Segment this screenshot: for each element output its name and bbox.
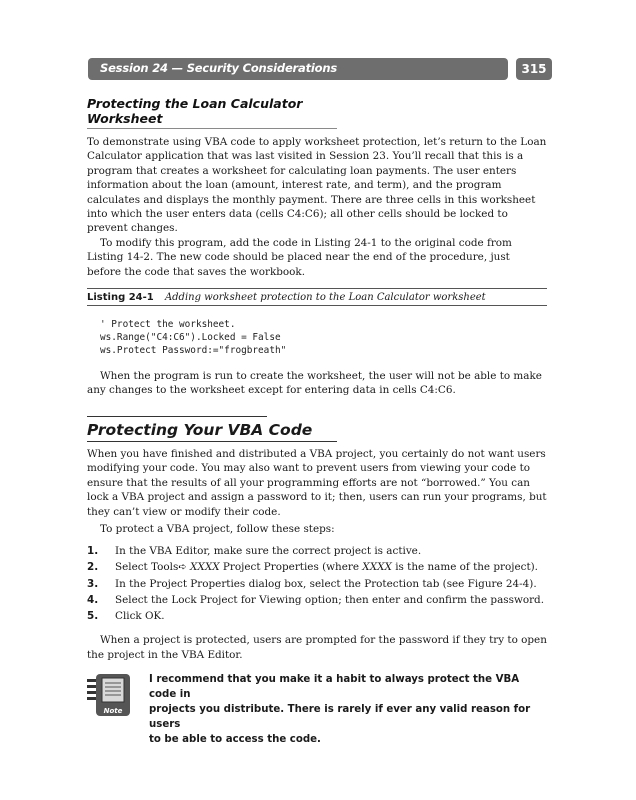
list-item xyxy=(87,559,547,576)
listing-caption-bar xyxy=(87,288,547,306)
list-item xyxy=(87,608,547,624)
heading-rule xyxy=(87,416,267,417)
numbered-steps xyxy=(87,543,547,624)
listing-caption: Adding worksheet protection to the Loan Calculator worksheet xyxy=(164,292,486,304)
section-heading-vba-code: Protecting Your VBA Code xyxy=(87,421,337,442)
note-line: projects you distribute. There is rarely if ever any valid reason for users xyxy=(149,704,531,731)
step-text-part: Project Properties (where xyxy=(219,561,363,574)
paragraph: When the program is run to create the worksheet, the user will not be able to make any changes to the worksheet except for entering data in cells C4:C6. xyxy=(87,370,542,397)
note-line: I recommend that you make it a habit to always protect the VBA code in xyxy=(149,674,520,701)
running-header-title: Session 24 — Security Considerations xyxy=(100,61,337,75)
steps-intro: To protect a VBA project, follow these steps: xyxy=(100,522,335,535)
step-number: 3. xyxy=(87,578,99,591)
paragraph: When a project is protected, users are prompted for the password if they try to open the project in the VBA Editor. xyxy=(87,634,547,661)
running-header-bar xyxy=(88,58,508,80)
step-text: Select the Lock Project for Viewing option; then enter and confirm the password. xyxy=(115,594,545,607)
list-item xyxy=(87,543,547,559)
list-item xyxy=(87,576,547,592)
section-heading-loan-calculator: Protecting the Loan Calculator Worksheet xyxy=(87,96,337,129)
note-line: to be able to access the code. xyxy=(149,734,321,746)
placeholder-text: XXXX xyxy=(190,561,220,574)
list-item xyxy=(87,592,547,608)
paragraph: To demonstrate using VBA code to apply worksheet protection, let’s return to the Loan Calculator application that was last visited in Session 23. You’ll recall that this is a program that creates a worksheet for calculating loan payments. The user enters information about the loan (amount, interest rate, and term), and the program calculates and displays the monthly payment. There are three cells in this worksheet into which the user enters data (cells C4:C6); all other cells should be locked to prevent changes. xyxy=(87,136,547,235)
note-text xyxy=(149,672,547,747)
paragraph: When you have finished and distributed a VBA project, you certainly do not want users modifying your code. You may also want to prevent users from viewing your code to ensure that the results of all your programming efforts are not “borrowed.” You can lock a VBA project and assign a password to it; then, users can run your programs, but they can’t view or modify their code. xyxy=(87,447,547,518)
step-number: 2. xyxy=(87,561,99,574)
note-icon xyxy=(87,672,133,718)
placeholder-text: XXXX xyxy=(362,561,392,574)
step-text: In the VBA Editor, make sure the correct project is active. xyxy=(115,545,422,558)
step-number: 1. xyxy=(87,545,99,558)
page-number: 315 xyxy=(516,58,552,80)
page-body xyxy=(87,96,547,747)
step-text: In the Project Properties dialog box, select the Protection tab (see Figure 24-4). xyxy=(115,578,537,591)
step-text xyxy=(115,559,538,576)
code-listing: ' Protect the worksheet. ws.Range("C4:C6").Locked = False ws.Protect Password:="frogbreath" xyxy=(100,319,287,357)
step-number: 5. xyxy=(87,610,99,623)
step-text: Click OK. xyxy=(115,610,165,623)
listing-label: Listing 24-1 xyxy=(87,292,154,304)
step-text-part: Select Tools xyxy=(115,561,179,574)
note-callout xyxy=(87,672,547,747)
paragraph: To modify this program, add the code in Listing 24-1 to the original code from Listing 14-2. The new code should be placed near the end of the procedure, just before the code that saves the workbook. xyxy=(87,236,512,278)
step-text-part: is the name of the project). xyxy=(391,561,538,574)
menu-arrow-icon: ➪ xyxy=(178,562,187,574)
note-icon-label: Note xyxy=(103,707,123,716)
step-number: 4. xyxy=(87,594,99,607)
